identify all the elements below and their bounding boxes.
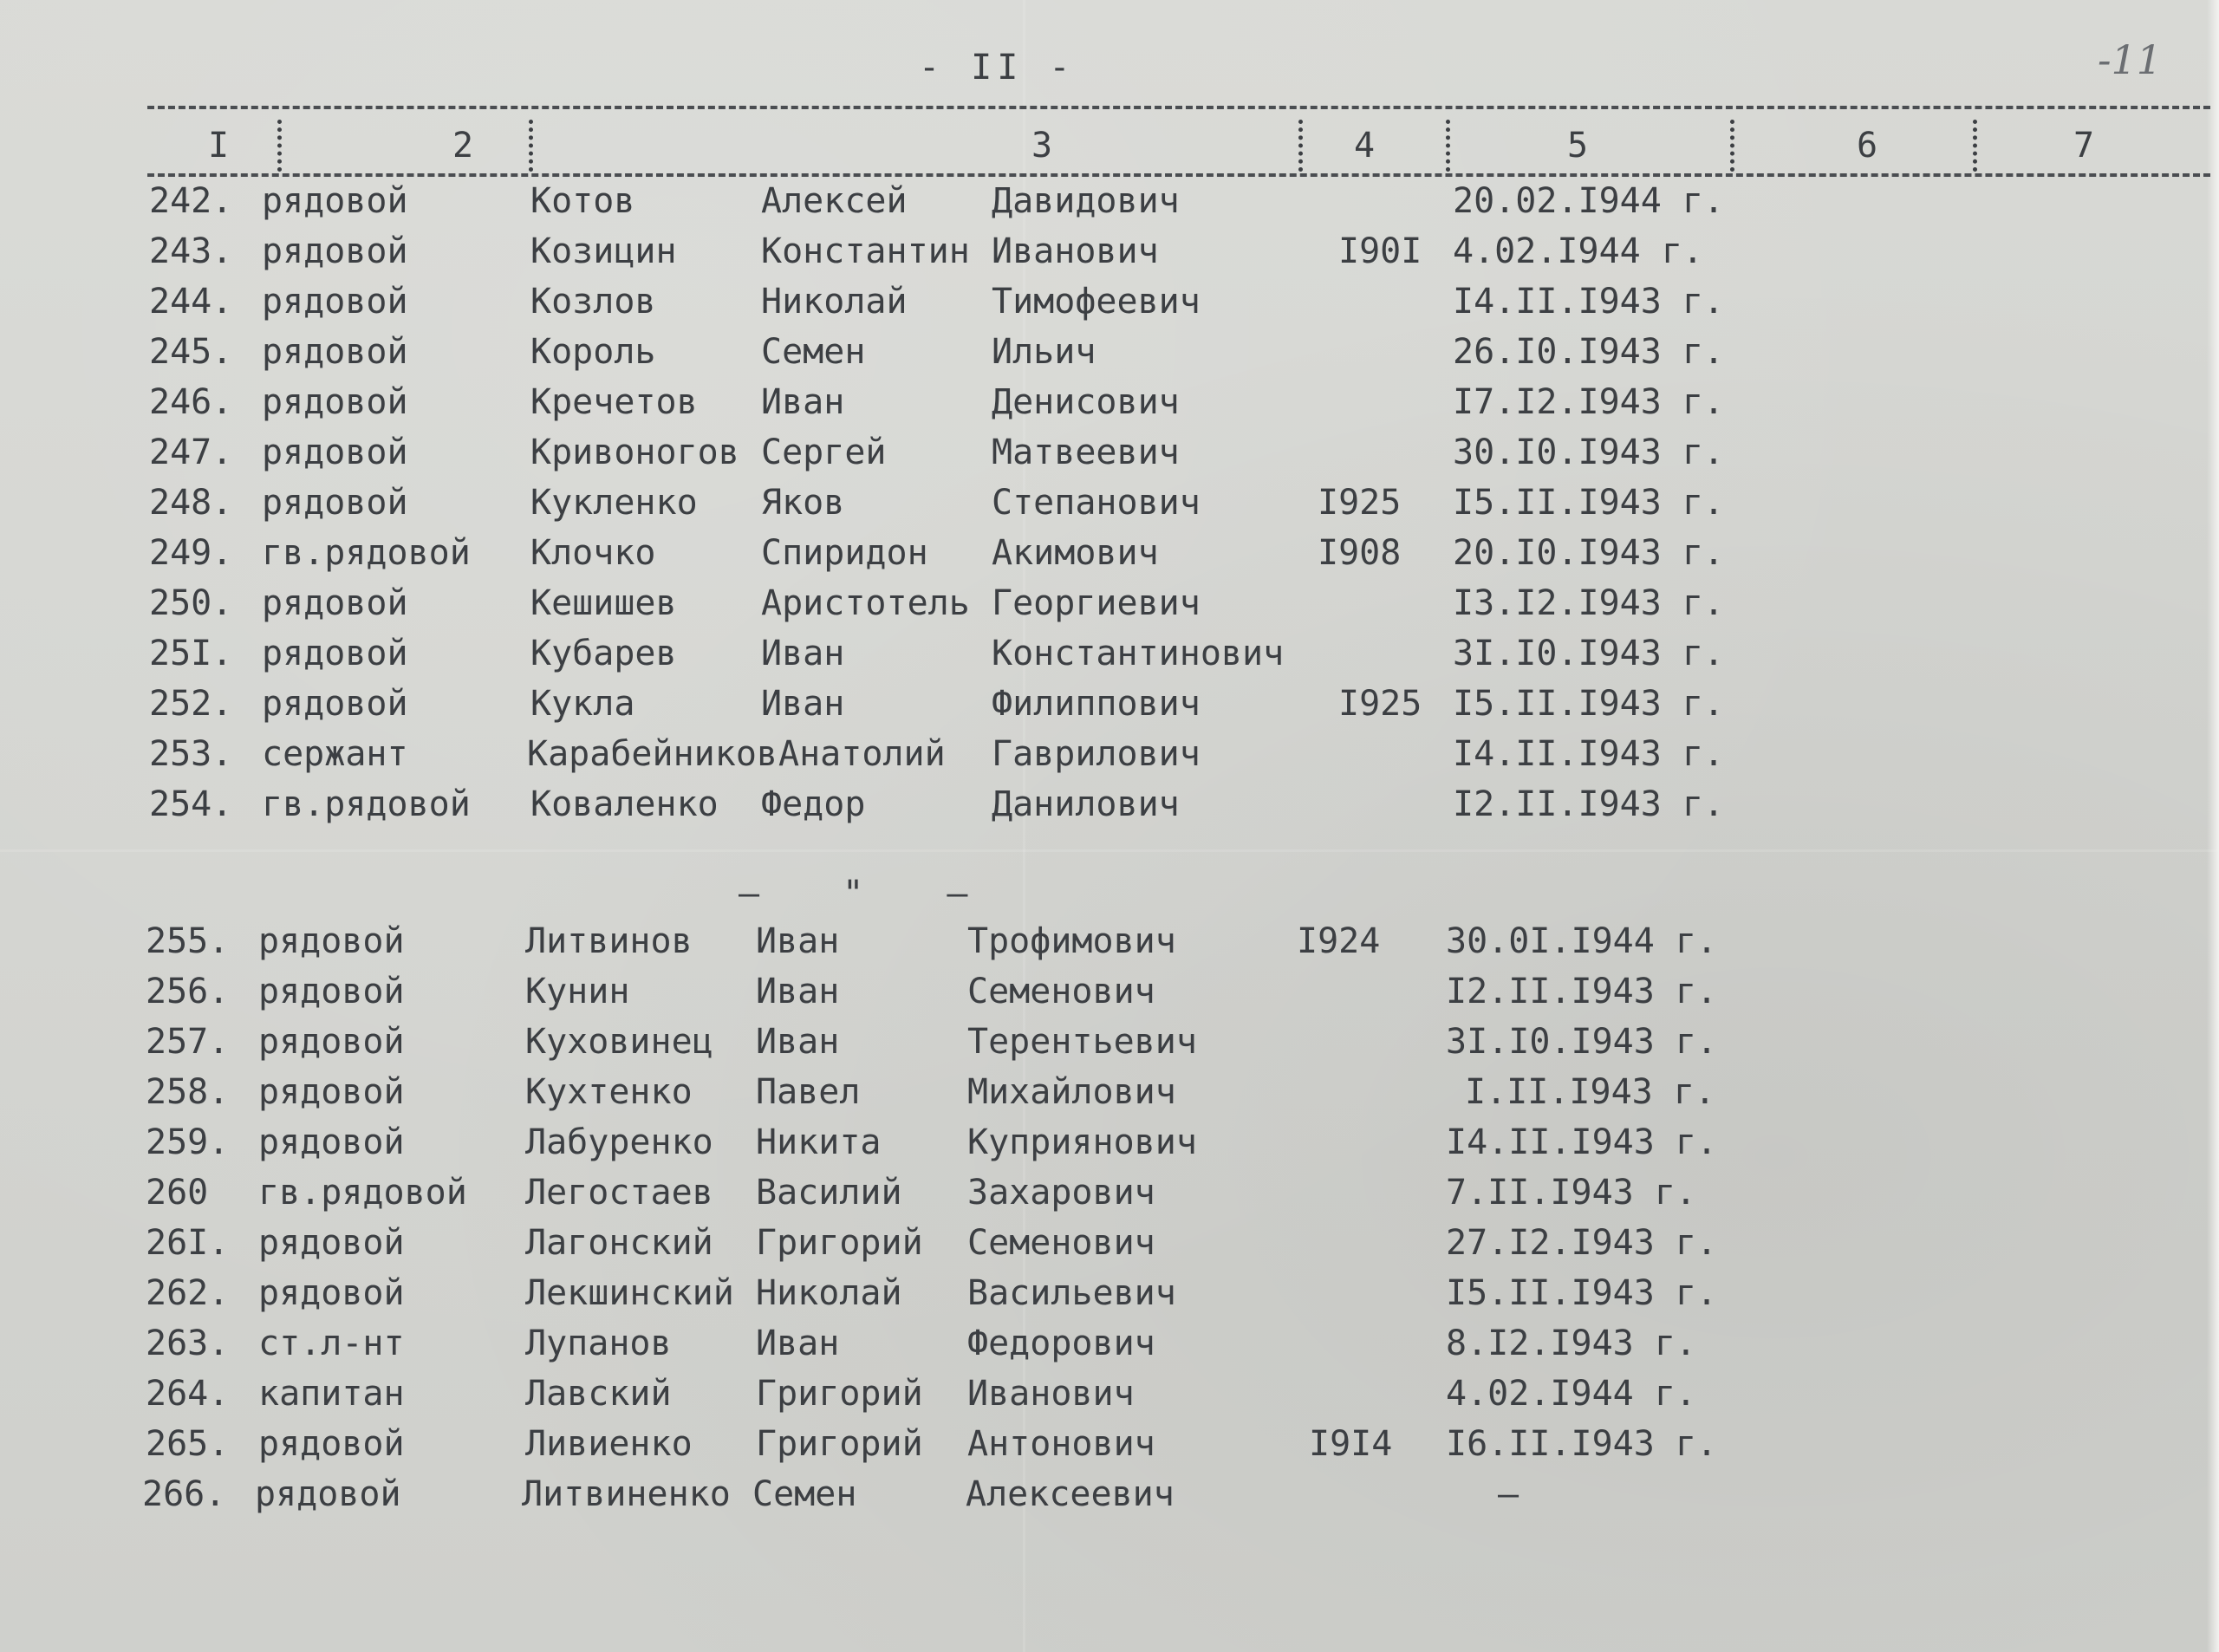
row-number: 247.	[149, 433, 233, 472]
table-row	[0, 734, 2219, 775]
table-row	[0, 1474, 2219, 1515]
surname: Ливиенко	[525, 1424, 693, 1464]
patronymic: Алексеевич	[966, 1474, 1175, 1514]
first-name: Григорий	[756, 1424, 923, 1464]
rank: рядовой	[258, 1223, 405, 1263]
date: 27.I2.I943 г.	[1446, 1223, 1718, 1263]
patronymic: Семенович	[967, 972, 1155, 1011]
rank: рядовой	[262, 231, 408, 271]
row-number: 257.	[146, 1022, 230, 1062]
first-name: Семен	[752, 1474, 857, 1514]
patronymic: Денисович	[992, 382, 1180, 422]
first-name: Григорий	[756, 1374, 923, 1414]
column-separator	[529, 120, 533, 172]
surname: Лекшинский	[525, 1273, 734, 1313]
first-name: Анатолий	[778, 734, 946, 774]
handwritten-sheet-number: -11	[2098, 36, 2163, 83]
first-name: Иван	[756, 1324, 840, 1363]
column-number-7: 7	[2073, 126, 2095, 166]
rank: рядовой	[262, 181, 408, 221]
row-number: 245.	[149, 332, 233, 372]
rank: рядовой	[258, 921, 405, 961]
birth-year: I90I	[1338, 231, 1422, 271]
row-number: 26I.	[146, 1223, 230, 1263]
first-name: Никита	[756, 1122, 882, 1162]
birth-year: I925	[1338, 684, 1422, 724]
patronymic: Федорович	[967, 1324, 1155, 1363]
table-row	[0, 1326, 2219, 1364]
table-row	[0, 1024, 2219, 1063]
surname: Кривоногов	[530, 433, 739, 472]
rank: рядовой	[262, 583, 408, 623]
date: –	[1498, 1474, 1519, 1514]
patronymic: Данилович	[992, 784, 1180, 824]
table-row	[0, 583, 2219, 624]
table-row	[0, 231, 2219, 272]
table-row	[0, 636, 2219, 674]
rank: капитан	[258, 1374, 405, 1414]
column-number-1: I	[208, 126, 230, 166]
date: I5.II.I943 г.	[1453, 684, 1725, 724]
column-number-6: 6	[1857, 126, 1878, 166]
surname: Лупанов	[525, 1324, 672, 1363]
surname: Кубарев	[530, 634, 677, 673]
first-name: Николай	[761, 282, 908, 322]
date: I.II.I943 г.	[1465, 1072, 1715, 1112]
page-number: - II -	[919, 48, 1076, 88]
surname: Клочко	[530, 533, 656, 573]
rank: рядовой	[258, 1273, 405, 1313]
patronymic: Терентьевич	[967, 1022, 1197, 1062]
first-name: Константин	[761, 231, 970, 271]
column-number-3: 3	[1031, 126, 1053, 166]
row-number: 244.	[149, 282, 233, 322]
date: 4.02.I944 г.	[1446, 1374, 1696, 1414]
first-name: Иван	[761, 382, 845, 422]
table-row	[0, 1072, 2219, 1113]
row-number: 254.	[149, 784, 233, 824]
column-number-2: 2	[452, 126, 474, 166]
row-number: 242.	[149, 181, 233, 221]
patronymic: Иванович	[992, 231, 1159, 271]
table-row	[0, 332, 2219, 373]
surname: Козицин	[530, 231, 677, 271]
patronymic: Васильевич	[967, 1273, 1176, 1313]
date: I4.II.I943 г.	[1453, 734, 1725, 774]
date: I2.II.I943 г.	[1453, 784, 1725, 824]
first-name: Иван	[756, 972, 840, 1011]
rank: гв.рядовой	[262, 784, 471, 824]
row-number: 255.	[146, 921, 230, 961]
first-name: Павел	[756, 1072, 861, 1112]
column-separator	[1730, 120, 1734, 172]
rank: рядовой	[262, 483, 408, 523]
rank: рядовой	[262, 332, 408, 372]
patronymic: Акимович	[992, 533, 1159, 573]
column-number-5: 5	[1567, 126, 1589, 166]
patronymic: Гаврилович	[992, 734, 1201, 774]
rank: рядовой	[262, 433, 408, 472]
column-separator	[1973, 120, 1977, 172]
date: 26.I0.I943 г.	[1453, 332, 1725, 372]
first-name: Иван	[756, 921, 840, 961]
row-number: 250.	[149, 583, 233, 623]
row-number: 256.	[146, 972, 230, 1011]
table-row	[0, 784, 2219, 825]
birth-year: I9I4	[1309, 1424, 1393, 1464]
surname: Кречетов	[530, 382, 698, 422]
first-name: Николай	[756, 1273, 902, 1313]
surname: Лагонский	[525, 1223, 713, 1263]
surname: Кухтенко	[525, 1072, 693, 1112]
first-name: Аристотель	[761, 583, 970, 623]
table-row	[0, 284, 2219, 322]
rank: рядовой	[258, 1072, 405, 1112]
table-row	[0, 181, 2219, 222]
patronymic: Иванович	[967, 1374, 1135, 1414]
patronymic: Захарович	[967, 1173, 1155, 1213]
birth-year: I908	[1318, 533, 1402, 573]
rank: рядовой	[262, 634, 408, 673]
patronymic: Матвеевич	[992, 433, 1180, 472]
date: I4.II.I943 г.	[1446, 1122, 1718, 1162]
rank: рядовой	[258, 1424, 405, 1464]
row-number: 265.	[146, 1424, 230, 1464]
rank: рядовой	[258, 1122, 405, 1162]
table-row	[0, 1273, 2219, 1314]
table-row	[0, 1376, 2219, 1415]
row-number: 243.	[149, 231, 233, 271]
row-number: 266.	[142, 1474, 226, 1514]
first-name: Иван	[761, 634, 845, 673]
first-name: Федор	[761, 784, 866, 824]
date: 20.02.I944 г.	[1453, 181, 1725, 221]
patronymic: Константинович	[992, 634, 1285, 673]
surname: Кешишев	[530, 583, 677, 623]
table-row	[0, 1424, 2219, 1465]
column-separator	[1298, 120, 1303, 172]
patronymic: Михайлович	[967, 1072, 1176, 1112]
date: 8.I2.I943 г.	[1446, 1324, 1696, 1363]
date: 3I.I0.I943 г.	[1453, 634, 1725, 673]
column-separator	[1446, 120, 1450, 172]
surname: Легостаев	[525, 1173, 713, 1213]
surname: Литвиненко	[522, 1474, 731, 1514]
patronymic: Тимофеевич	[992, 282, 1201, 322]
rank: рядовой	[258, 972, 405, 1011]
table-row	[0, 921, 2219, 962]
row-number: 260	[146, 1173, 209, 1213]
date: 3I.I0.I943 г.	[1446, 1022, 1718, 1062]
row-number: 262.	[146, 1273, 230, 1313]
column-number-4: 4	[1354, 126, 1376, 166]
surname: Куховинец	[525, 1022, 713, 1062]
birth-year: I925	[1318, 483, 1402, 523]
rank: гв.рядовой	[262, 533, 471, 573]
table-row	[0, 974, 2219, 1012]
first-name: Семен	[761, 332, 866, 372]
patronymic: Антонович	[967, 1424, 1155, 1464]
date: 20.I0.I943 г.	[1453, 533, 1725, 573]
rank: гв.рядовой	[258, 1173, 467, 1213]
first-name: Алексей	[761, 181, 908, 221]
row-number: 25I.	[149, 634, 233, 673]
patronymic: Давидович	[992, 181, 1180, 221]
surname: Коваленко	[530, 784, 719, 824]
rank: сержант	[262, 734, 408, 774]
row-number: 252.	[149, 684, 233, 724]
table-row	[0, 1175, 2219, 1213]
row-number: 248.	[149, 483, 233, 523]
header-bottom-dashed-rule	[147, 173, 2210, 177]
table-row	[0, 485, 2219, 524]
row-number: 258.	[146, 1072, 230, 1112]
date: I5.II.I943 г.	[1453, 483, 1725, 523]
row-number: 259.	[146, 1122, 230, 1162]
surname: Кукла	[530, 684, 635, 724]
header-top-dashed-rule	[147, 106, 2210, 109]
date: 30.0I.I944 г.	[1446, 921, 1718, 961]
rank: рядовой	[262, 382, 408, 422]
date: I5.II.I943 г.	[1446, 1273, 1718, 1313]
patronymic: Куприянович	[967, 1122, 1197, 1162]
surname: Котов	[530, 181, 635, 221]
surname: Лавский	[525, 1374, 672, 1414]
ditto-mark: – " –	[739, 874, 999, 914]
paper-fold-line	[0, 849, 2219, 852]
date: I6.II.I943 г.	[1446, 1424, 1718, 1464]
patronymic: Филиппович	[992, 684, 1201, 724]
table-header	[147, 102, 2210, 180]
rank: рядовой	[262, 684, 408, 724]
first-name: Григорий	[756, 1223, 923, 1263]
row-number: 249.	[149, 533, 233, 573]
rank: рядовой	[258, 1022, 405, 1062]
table-row	[0, 1223, 2219, 1264]
patronymic: Степанович	[992, 483, 1201, 523]
rank: рядовой	[262, 282, 408, 322]
column-separator	[277, 120, 282, 172]
surname: Козлов	[530, 282, 656, 322]
first-name: Василий	[756, 1173, 902, 1213]
row-number: 246.	[149, 382, 233, 422]
surname: Лабуренко	[525, 1122, 713, 1162]
date: I7.I2.I943 г.	[1453, 382, 1725, 422]
date: 7.II.I943 г.	[1446, 1173, 1696, 1213]
first-name: Спиридон	[761, 533, 928, 573]
row-number: 253.	[149, 734, 233, 774]
table-row	[0, 382, 2219, 423]
table-row	[0, 686, 2219, 725]
rank: рядовой	[255, 1474, 401, 1514]
first-name: Сергей	[761, 433, 887, 472]
date: I3.I2.I943 г.	[1453, 583, 1725, 623]
date: I2.II.I943 г.	[1446, 972, 1718, 1011]
birth-year: I924	[1297, 921, 1381, 961]
first-name: Яков	[761, 483, 845, 523]
row-number: 263.	[146, 1324, 230, 1363]
table-row	[0, 435, 2219, 473]
date: 4.02.I944 г.	[1453, 231, 1703, 271]
surname: Карабейников	[527, 734, 778, 774]
surname: Кунин	[525, 972, 630, 1011]
rank: ст.л-нт	[258, 1324, 405, 1363]
table-row	[0, 1122, 2219, 1163]
surname: Литвинов	[525, 921, 693, 961]
table-row	[0, 533, 2219, 574]
date: 30.I0.I943 г.	[1453, 433, 1725, 472]
patronymic: Ильич	[992, 332, 1096, 372]
patronymic: Семенович	[967, 1223, 1155, 1263]
first-name: Иван	[756, 1022, 840, 1062]
date: I4.II.I943 г.	[1453, 282, 1725, 322]
row-number: 264.	[146, 1374, 230, 1414]
surname: Король	[530, 332, 656, 372]
first-name: Иван	[761, 684, 845, 724]
surname: Кукленко	[530, 483, 698, 523]
patronymic: Георгиевич	[992, 583, 1201, 623]
patronymic: Трофимович	[967, 921, 1176, 961]
